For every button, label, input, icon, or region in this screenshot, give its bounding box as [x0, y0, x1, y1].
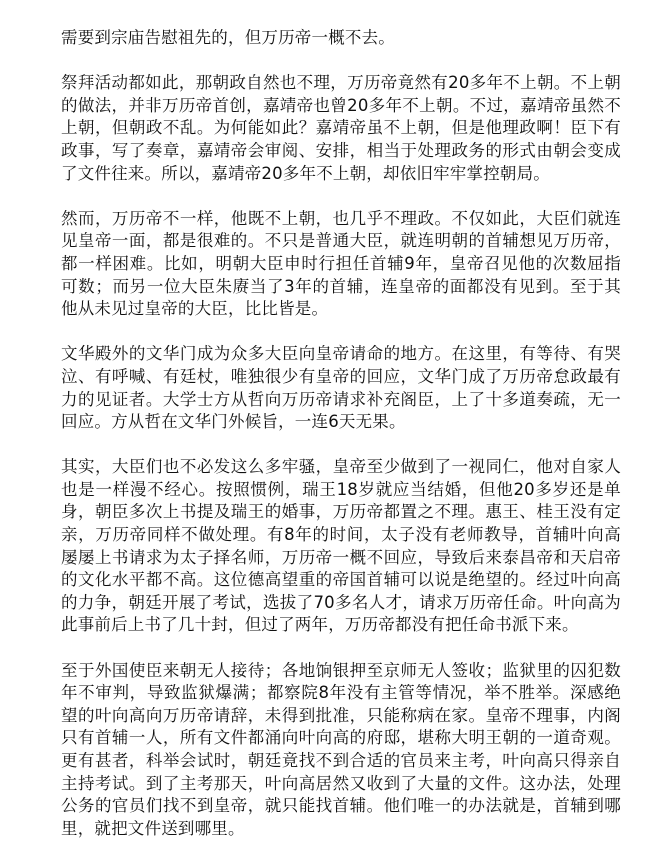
paragraph-6: 至于外国使臣来朝无人接待；各地饷银押至京师无人签收；监狱里的囚犯数年不审判，导致监狱爆满；都察院8年没有主管等情况，举不胜举。深感绝望的叶向高向万历帝请辞，未得到批准，只能称病在家。皇帝不理事，内阁只有首辅一人，所有文件都涌向叶向高的府邸，堪称大明王朝的一道奇观。更有甚者，科举会试时，朝廷竟找不到合适的官员来主考，叶向高只得亲自主持考试。到了主考那天，叶向高居然又收到了大量的文件。这办法，处理公务的官员们找不到皇帝，就只能找首辅。他们唯一的办法就是，首辅到哪里，就把文件送到哪里。 — [61, 660, 621, 838]
paragraph-5: 其实，大臣们也不必发这么多牢骚，皇帝至少做到了一视同仁，他对自家人也是一样漫不经心。按照惯例，瑞王18岁就应当结婚，但他20多岁还是单身，朝臣多次上书提及瑞王的婚事，万历帝都置之不理。惠王、桂王没有定亲，万历帝同样不做处理。有8年的时间，太子没有老师教导，首辅叶向高屡屡上书请求为太子择名师，万历帝一概不回应，导致后来泰昌帝和天启帝的文化水平都不高。这位德高望重的帝国首辅可以说是绝望的。经过叶向高的力争，朝廷开展了考试，选拔了70多名人才，请求万历帝任命。叶向高为此事前后上书了几十封，但过了两年，万历帝都没有把任命书派下来。 — [61, 457, 621, 635]
paragraph-1: 需要到宗庙告慰祖先的，但万历帝一概不去。 — [61, 28, 395, 47]
paragraph-3: 然而，万历帝不一样，他既不上朝，也几乎不理政。不仅如此，大臣们就连见皇帝一面，都是很难的。不只是普通大臣，就连明朝的首辅想见万历帝，都一样困难。比如，明朝大臣申时行担任首辅9年，皇帝召见他的次数屈指可数；而另一位大臣朱赓当了3年的首辅，连皇帝的面都没有见到。至于其他从未见过皇帝的大臣，比比皆是。 — [61, 208, 621, 319]
paragraph-4: 文华殿外的文华门成为众多大臣向皇帝请命的地方。在这里，有等待、有哭泣、有呼喊、有廷杖，唯独很少有皇帝的回应，文华门成了万历帝怠政最有力的见证者。大学士方从哲向万历帝请求补充阁臣，上了十多道奏疏，无一回应。方从哲在文华门外候旨，一连6天无果。 — [61, 344, 621, 432]
paragraph-2: 祭拜活动都如此，那朝政自然也不理，万历帝竟然有20多年不上朝。不上朝的做法，并非万历帝首创，嘉靖帝也曾20多年不上朝。不过，嘉靖帝虽然不上朝，但朝政不乱。为何能如此？嘉靖帝虽不上朝，但是他理政啊！臣下有政事，写了奏章，嘉靖帝会审阅、安排，相当于处理政务的形式由朝会变成了文件往来。所以，嘉靖帝20多年不上朝，却依旧牢牢掌控朝局。 — [61, 73, 621, 183]
document-page — [61, 27, 621, 863]
